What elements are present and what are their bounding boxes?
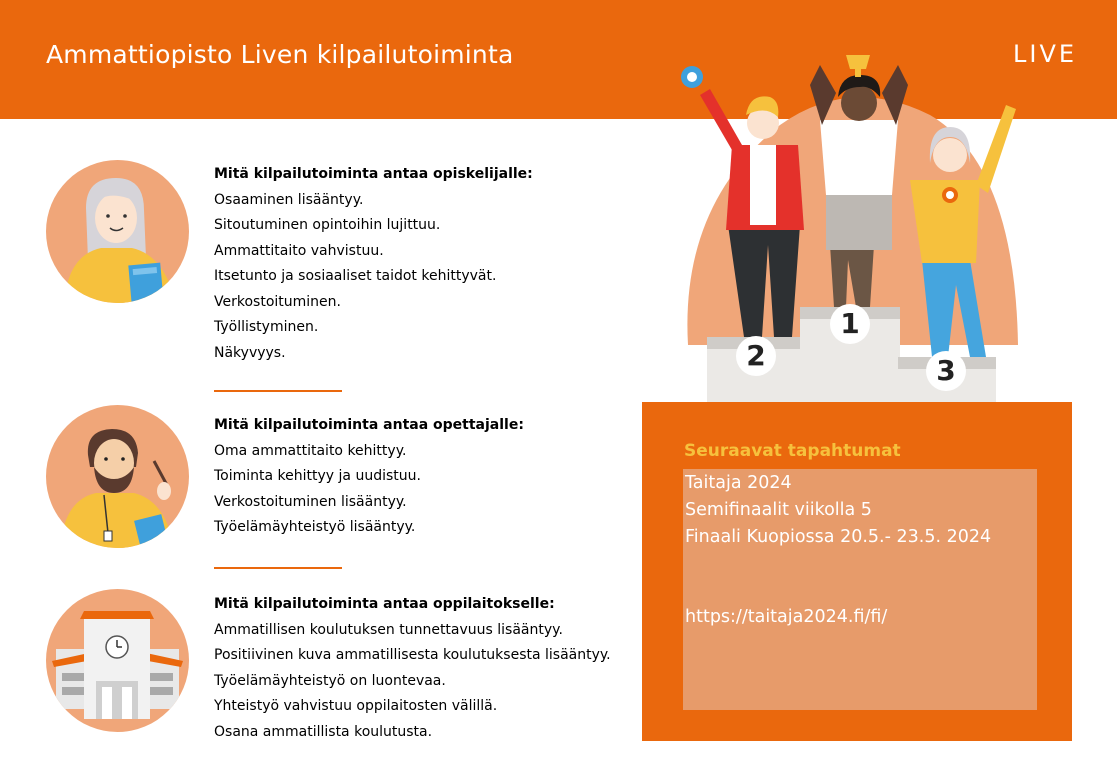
section-divider [214, 390, 342, 392]
school-heading: Mitä kilpailutoiminta antaa oppilaitokselle: [214, 596, 555, 612]
list-item: Oma ammattitaito kehittyy. [214, 442, 407, 459]
teacher-heading: Mitä kilpailutoiminta antaa opettajalle: [214, 417, 524, 433]
list-item: Verkostoituminen. [214, 293, 341, 310]
section-divider [214, 567, 342, 569]
list-item: Näkyvyys. [214, 344, 286, 361]
list-item: Positiivinen kuva ammatillisesta koulutuksesta lisääntyy. [214, 647, 611, 663]
list-item: Toiminta kehittyy ja uudistuu. [214, 468, 421, 484]
list-item: Osana ammatillista koulutusta. [214, 723, 433, 740]
event-link[interactable]: https://taitaja2024.fi/fi/ [685, 607, 888, 627]
list-item: Osaaminen lisääntyy. [214, 191, 364, 208]
podium-number-2: 2 [746, 339, 766, 372]
podium-number-3: 3 [936, 354, 956, 387]
events-title: Seuraavat tapahtumat [684, 441, 901, 461]
event-line: Finaali Kuopiossa 20.5.- 23.5. 2024 [685, 527, 992, 547]
teacher-benefit-list [214, 439, 524, 541]
list-item: Ammatillisen koulutuksen tunnettavuus lisääntyy. [214, 621, 563, 638]
student-avatar [46, 160, 189, 303]
list-item: Työelämäyhteistyö lisääntyy. [214, 519, 416, 535]
live-logo: LIVE [1013, 40, 1078, 68]
student-benefit-list [214, 188, 533, 367]
teacher-section [214, 413, 524, 541]
list-item: Ammattitaito vahvistuu. [214, 242, 384, 259]
event-line: Taitaja 2024 [685, 473, 792, 493]
school-avatar [46, 589, 189, 732]
student-section [214, 162, 533, 366]
student-heading: Mitä kilpailutoiminta antaa opiskelijalle: [214, 166, 533, 182]
list-item: Verkostoituminen lisääntyy. [214, 493, 407, 510]
podium-illustration [670, 45, 1030, 402]
list-item: Itsetunto ja sosiaaliset taidot kehittyvät. [214, 268, 497, 284]
event-line: Semifinaalit viikolla 5 [685, 500, 872, 520]
list-item: Sitoutuminen opintoihin lujittuu. [214, 217, 441, 233]
school-benefit-list [214, 618, 611, 746]
podium-number-1: 1 [840, 307, 860, 340]
list-item: Työelämäyhteistyö on luontevaa. [214, 672, 446, 689]
teacher-avatar [46, 405, 189, 548]
list-item: Yhteistyö vahvistuu oppilaitosten välillä. [214, 698, 498, 714]
school-section [214, 592, 611, 745]
page-title: Ammattiopisto Liven kilpailutoiminta [46, 40, 514, 69]
list-item: Työllistyminen. [214, 319, 319, 335]
